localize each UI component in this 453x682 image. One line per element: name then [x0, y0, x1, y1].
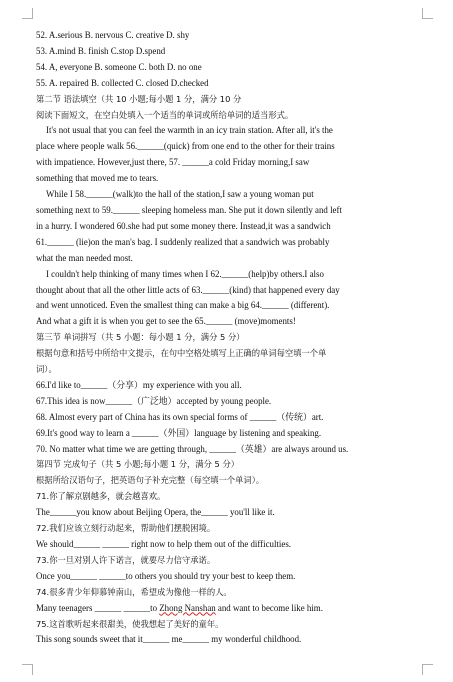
- text-line: 53. A.mind B. finish C.stop D.spend: [36, 45, 166, 56]
- text-line: 第三节 单词拼写（共 5 小题：每小题 1 分，满分 5 分）: [36, 332, 245, 343]
- text-line: 61.______ (lie)on the man's bag. I suddenly realized that a sandwich was probably: [36, 236, 330, 247]
- text-line: 根据所给汉语句子，把英语句子补充完整（每空填一个单词）。: [36, 475, 265, 486]
- text-line: The______you know about Beijing Opera, the______ you'll like it.: [36, 507, 275, 518]
- text-line: 67.This idea is now______（广泛地）accepted by young people.: [36, 395, 272, 406]
- crop-mark-bottom-left: [22, 664, 33, 675]
- text-line: 72.我们应该立刻行动起来，帮助他们摆脱困境。: [36, 523, 216, 534]
- text-line: 52. A.serious B. nervous C. creative D. shy: [36, 30, 190, 40]
- text-line: thought about that all the other little acts of 63.______(kind) that happened every day: [36, 284, 340, 295]
- text-line: 55. A. repaired B. collected C. closed D.checked: [36, 77, 209, 88]
- text-line: 70. No matter what time we are getting through, ______（英雄）are always around us.: [36, 443, 349, 454]
- text-line: and went unnoticed. Even the smallest thing can make a big 64.______ (different).: [36, 300, 330, 311]
- text-line: Many teenagers ______ ______to Zhong Nanshan and want to become like him.: [36, 602, 323, 613]
- text-line: with impatience. However,just there, 57. ______a cold Friday morning,I saw: [36, 157, 310, 168]
- text-line: place where people walk 56.______(quick) from one end to the other for their trains: [36, 141, 335, 152]
- spellcheck-underline: Zhong Nanshan: [159, 602, 216, 613]
- text-line: While I 58.______(walk)to the hall of the station,I saw a young woman put: [46, 189, 314, 200]
- text-line: 73.你一旦对别人许下诺言，就要尽力信守承诺。: [36, 554, 216, 565]
- text-line: 66.I'd like to______（分享）my experience with you all.: [36, 379, 242, 390]
- text-line: 75.这首歌听起来很甜美，使我想起了美好的童年。: [36, 618, 224, 629]
- text-line: something next to 59.______ sleeping homeless man. She put it down silently and left: [36, 204, 342, 215]
- text-line: We should______ ______ right now to help them out of the difficulties.: [36, 539, 291, 549]
- text-line: 71.你了解京剧越多，就会越喜欢。: [36, 491, 166, 502]
- text-line: I couldn't help thinking of many times when I 62.______(help)by others.I also: [46, 268, 324, 279]
- text-line: 68. Almost every part of China has its own special forms of ______（传统）art.: [36, 411, 324, 422]
- text-line: 69.It's good way to learn a ______（外国）language by listening and speaking.: [36, 427, 322, 438]
- text-line: 54. A, everyone B. someone C. both D. no one: [36, 61, 202, 72]
- text-line: 第二节 语法填空（共 10 小题;每小题 1 分，满分 10 分: [36, 93, 242, 104]
- text-line: This song sounds sweet that it______ me______ my wonderful childhood.: [36, 634, 302, 645]
- text-line: And what a gift it is when you get to see the 65.______ (move)moments!: [36, 316, 296, 327]
- text-line: 阅读下面短文，在空白处填入一个适当的单词或所给单词的适当形式。: [36, 109, 294, 120]
- crop-mark-top-left: [22, 8, 33, 19]
- document-body: [36, 28, 416, 648]
- text-line: in a hurry. I wondered 60.she had put some money there. Instead,it was a sandwich: [36, 220, 331, 231]
- text-line: It's not usual that you can feel the warmth in an icy train station. After all, it's the: [46, 125, 333, 136]
- text-line: 74.很多青少年仰慕钟南山，希望成为像他一样的人。: [36, 586, 232, 597]
- text-line: 词）。: [36, 364, 57, 375]
- text-line: something that moved me to tears.: [36, 173, 159, 184]
- crop-mark-top-right: [422, 8, 433, 19]
- text-line: 第四节 完成句子（共 5 小题;每小题 1 分，满分 5 分）: [36, 459, 240, 470]
- text-line: Once you______ ______to others you should try your best to keep them.: [36, 570, 296, 581]
- text-line: 根据句意和括号中所给中文提示，在句中空格处填写上正确的单词每空填一个单: [36, 348, 327, 359]
- text-line: what the man needed most.: [36, 252, 133, 263]
- crop-mark-bottom-right: [422, 664, 433, 675]
